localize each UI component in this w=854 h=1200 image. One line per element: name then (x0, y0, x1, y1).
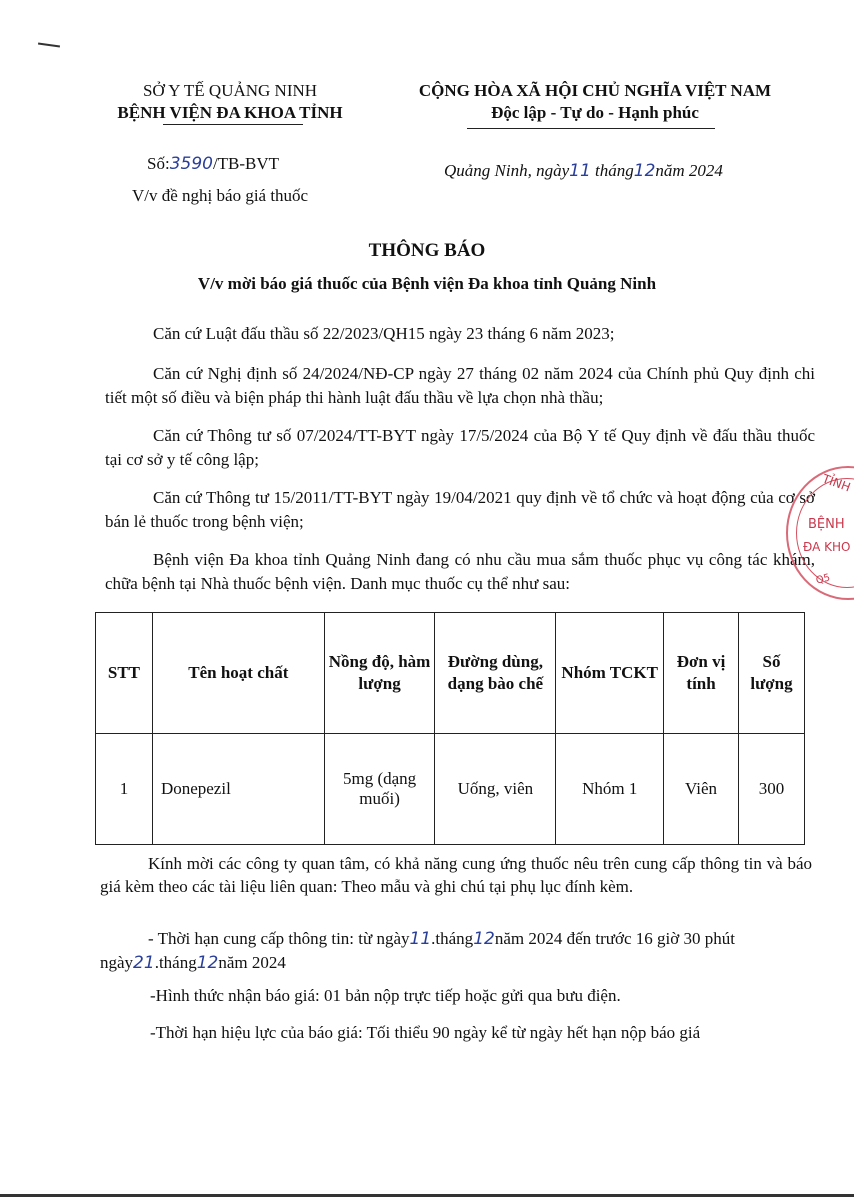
handwritten-end-day: 21 (133, 953, 155, 973)
cell-route-form: Uống, viên (435, 734, 556, 845)
table-row (96, 734, 805, 845)
document-number: Số:3590/TB-BVT (147, 154, 280, 174)
col-active-ingredient: Tên hoạt chất (152, 613, 324, 734)
seal-text-middle1: BỆNH (808, 517, 845, 532)
agency-parent: SỞ Y TẾ QUẢNG NINH (142, 81, 318, 100)
handwritten-start-month: 12 (473, 929, 495, 949)
col-route-form: Đường dùng, dạng bào chế (435, 613, 556, 734)
scan-mark (38, 42, 60, 47)
agency-name: BỆNH VIỆN ĐA KHOA TỈNH (117, 103, 343, 122)
col-quantity: Số lượng (739, 613, 805, 734)
invitation-text: Kính mời các công ty quan tâm, có khả năng cung ứng thuốc nêu trên cung cấp thông tin và báo giá kèm theo các tài liệu liên quan: Theo mẫu và ghi chú tại phụ lục đính kèm. (100, 854, 812, 896)
legal-basis-3: Căn cứ Thông tư số 07/2024/TT-BYT ngày 17/5/2024 của Bộ Y tế Quy định về đấu thầu thuốc tại cơ sở y tế công lập; (105, 426, 815, 469)
cell-quantity: 300 (739, 734, 805, 845)
handwritten-month: 12 (633, 161, 656, 181)
col-group: Nhóm TCKT (556, 613, 664, 734)
header-right (380, 80, 810, 124)
notice-title: THÔNG BÁO (368, 240, 486, 261)
header-left-underline (163, 124, 303, 125)
drug-table (95, 612, 805, 845)
col-stt: STT (96, 613, 153, 734)
col-unit: Đơn vị tính (664, 613, 739, 734)
table-header-row (96, 613, 805, 734)
seal-text-top: TỈNH (820, 471, 853, 495)
deadline-text: - Thời hạn cung cấp thông tin: từ ngày11.tháng12năm 2024 đến trước 16 giờ 30 phút ngày21.tháng12năm 2024 (100, 929, 735, 973)
header-right-underline (467, 128, 715, 129)
legal-basis-2: Căn cứ Nghị định số 24/2024/NĐ-CP ngày 27 tháng 02 năm 2024 của Chính phủ Quy định chi tiết một số điều và biện pháp thi hành luật đấu thầu về lựa chọn nhà thầu; (105, 364, 815, 407)
legal-basis-4: Căn cứ Thông tư 15/2011/TT-BYT ngày 19/04/2021 quy định về tổ chức và hoạt động của cơ sở bán lẻ thuốc trong bệnh viện; (105, 488, 815, 531)
seal-text-bottom: Q5 (814, 572, 832, 587)
notice-subtitle: V/v mời báo giá thuốc của Bệnh viện Đa khoa tỉnh Quảng Ninh (197, 274, 657, 293)
nation-motto: Độc lập - Tự do - Hạnh phúc (491, 103, 699, 122)
handwritten-number: 3590 (169, 154, 213, 174)
cell-group: Nhóm 1 (556, 734, 664, 845)
col-strength: Nồng độ, hàm lượng (324, 613, 435, 734)
cell-unit: Viên (664, 734, 739, 845)
quote-validity: -Thời hạn hiệu lực của báo giá: Tối thiểu 90 ngày kể từ ngày hết hạn nộp báo giá (150, 1023, 701, 1042)
scan-bottom-edge (0, 1194, 854, 1197)
handwritten-end-month: 12 (196, 953, 219, 973)
cell-strength: 5mg (dạng muối) (324, 734, 435, 845)
legal-basis-1: Căn cứ Luật đấu thầu số 22/2023/QH15 ngày 23 tháng 6 năm 2023; (153, 324, 615, 343)
purchase-need: Bệnh viện Đa khoa tỉnh Quảng Ninh đang có nhu cầu mua sắm thuốc phục vụ công tác khám, chữa bệnh tại Nhà thuốc bệnh viện. Danh mục thuốc cụ thể như sau: (105, 550, 815, 593)
cell-active-ingredient: Donepezil (152, 734, 324, 845)
submission-form: -Hình thức nhận báo giá: 01 bản nộp trực tiếp hoặc gửi qua bưu điện. (150, 986, 621, 1005)
header-left (100, 80, 360, 124)
handwritten-start-day: 11 (409, 929, 432, 949)
document-subject: V/v đề nghị báo giá thuốc (132, 186, 309, 205)
seal-text-middle2: ĐA KHO (803, 540, 851, 554)
handwritten-day: 11 (569, 161, 591, 181)
cell-stt: 1 (96, 734, 153, 845)
issue-date: Quảng Ninh, ngày11 tháng12năm 2024 (444, 161, 723, 181)
nation-name: CỘNG HÒA XÃ HỘI CHỦ NGHĨA VIỆT NAM (418, 81, 772, 100)
